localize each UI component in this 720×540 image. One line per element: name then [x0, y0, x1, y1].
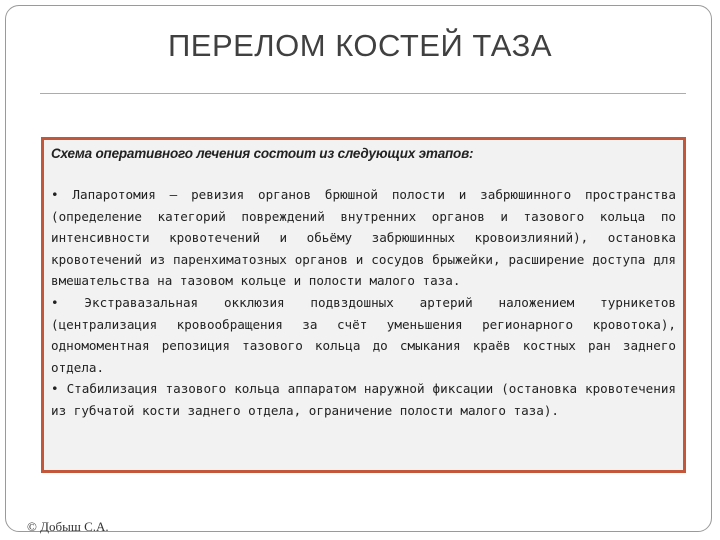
- content-box: [41, 137, 686, 473]
- content-body: [51, 184, 676, 422]
- title-divider: [40, 93, 686, 94]
- content-heading: Схема оперативного лечения состоит из следующих этапов:: [51, 146, 474, 161]
- stage-paragraph-2: • Экстравазальная окклюзия подвздошных артерий наложением турникетов (централизация кровообращения за счёт уменьшения регионарного кровотока), одномоментная репозиция тазового кольца до смыкания краёв костных ран заднего отдела.: [51, 294, 676, 375]
- stage-paragraph-3: • Стабилизация тазового кольца аппаратом наружной фиксации (остановка кровотечения из губчатой кости заднего отдела, ограничение полости малого таза).: [51, 381, 676, 418]
- stage-paragraph-1: • Лапаротомия — ревизия органов брюшной полости и забрюшинного пространства (определение категорий повреждений внутренних органов и тазового кольца по интенсивности кровотечений и обьёму забрюшинных кровоизлияний), остановка кровотечений из паренхиматозных органов и сосудов брыжейки, расширение доступа для вмешательства на тазовом кольце и полости малого таза.: [51, 187, 676, 289]
- author-footer: © Добыш С.А.: [27, 519, 109, 534]
- slide-title: ПЕРЕЛОМ КОСТЕЙ ТАЗА: [167, 28, 553, 63]
